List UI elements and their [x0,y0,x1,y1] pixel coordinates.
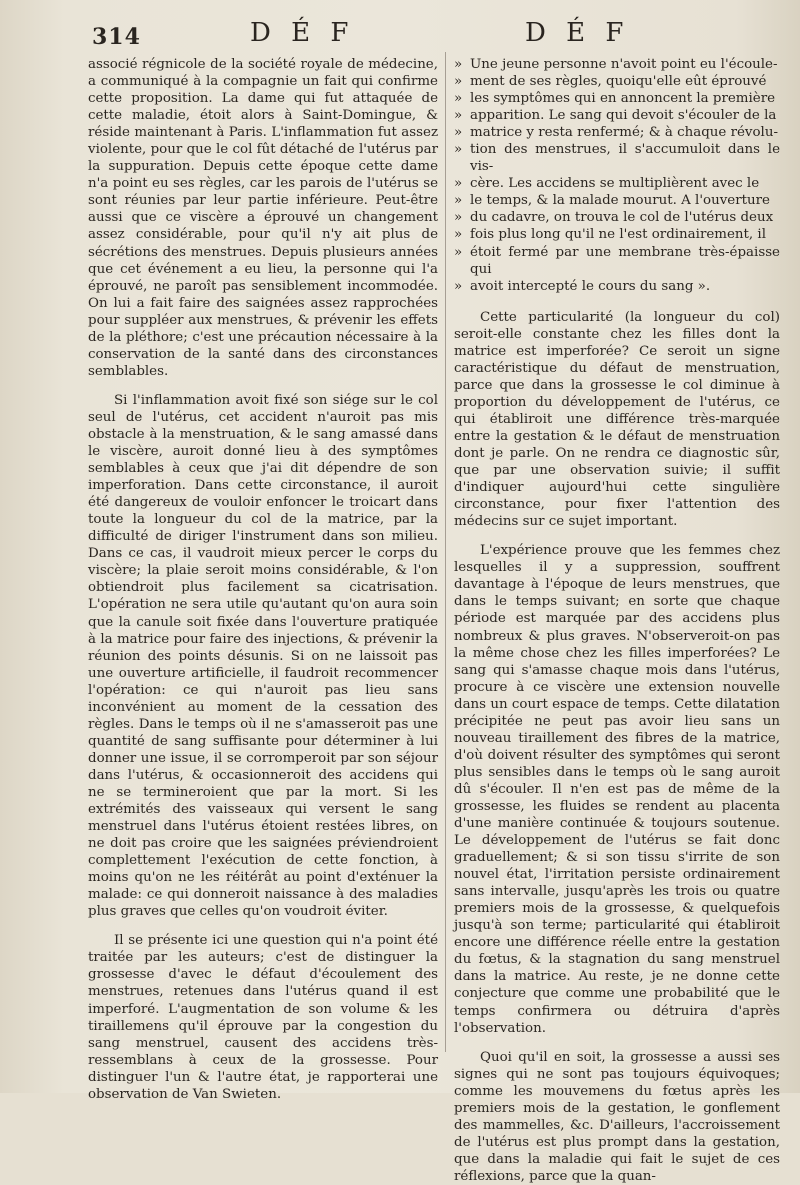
quote-line: » matrice y resta renfermé; & à chaque révolu- [454,124,780,141]
paragraph: Il se présente ici une question qui n'a point été traitée par les auteurs; c'est de distinguer la grossesse d'avec le défaut d'écoulement des menstrues, retenues dans l'utérus quand il est imperforé. L'augmentation de son volume & les tiraillemens qu'il éprouve par la congestion du sang menstruel, causent des accidens très-ressemblans à ceux de la grossesse. Pour distinguer l'un & l'autre état, je rapporterai une observation de Van Swieten. [88,933,438,1102]
left-column [88,56,438,1102]
paragraph: Si l'inflammation avoit fixé son siége sur le col seul de l'utérus, cet accident n'auroit pas mis obstacle à la menstruation, & le sang amassé dans le viscère, auroit donné lieu à des symptômes semblables à ceux que j'ai dit dépendre de son imperforation. Dans cette circonstance, il auroit été dangereux de vouloir enfoncer le troicart dans toute la longueur du col de la matrice, par la difficulté de diriger l'instrument dans son milieu. Dans ce cas, il vaudroit mieux percer le corps du viscère; la plaie seroit moins considérable, & l'on obtiendroit plus facilement sa cicatrisation. L'opération ne sera utile qu'autant qu'on aura soin que la canule soit fixée dans l'ouverture pratiquée à la matrice pour faire des injections, & prévenir la réunion des points désunis. Si on ne laissoit pas une ouverture artificielle, il faudroit recommencer l'opération: ce qui n'auroit pas lieu sans inconvénient au moment de la cessation des règles. Dans le temps où il ne s'amasseroit pas une quantité de sang suffisante pour déterminer à lui donner une issue, il se corromperoit par son séjour dans l'utérus, & occasionneroit des accidens qui ne se termineroient que par la mort. Si les extrémités des vaisseaux qui versent le sang menstruel dans l'utérus étoient restées libres, on ne doit pas croire que les saignées préviendroient complettement l'exécution de cette fonction, à moins qu'on ne les réitérât au point d'exténuer la malade: ce qui donneroit naissance à des maladies plus graves que celles qu'on voudroit éviter. [88,392,438,920]
quoted-observation [454,56,780,295]
page-number: 314 [92,24,141,50]
quote-line: » le temps, & la malade mourut. A l'ouverture [454,192,780,209]
running-head-left: D É F [250,18,355,48]
quote-line: » ment de ses règles, quoiqu'elle eût éprouvé [454,73,780,90]
paragraph: associé régnicole de la société royale de médecine, a communiqué à la compagnie un fait qui confirme cette proposition. La dame qui fut attaquée de cette maladie, étoit alors à Saint-Domingue, & réside maintenant à Paris. L'inflammation fut assez violente, pour que le col fût détaché de l'utérus par la suppuration. Depuis cette époque cette dame n'a point eu ses règles, car les parois de l'utérus se sont réunies par leur partie inférieure. Peut-être aussi que ce viscère a éprouvé un changement assez considérable, pour qu'il n'y ait plus de sécrétions des menstrues. Depuis plusieurs années que cet événement a eu lieu, la personne qui l'a éprouvé, ne paroît pas sensiblement incommodée. On lui a fait faire des saignées assez rapprochées pour suppléer aux menstrues, & prévenir les effets de la pléthore; c'est une précaution nécessaire à la conservation de la santé dans des circonstances semblables. [88,57,438,379]
paragraph: Cette particularité (la longueur du col) seroit-elle constante chez les filles dont la matrice est imperforée? Ce seroit un signe caractéristique du défaut de menstruation, parce que dans la grossesse le col diminue à proportion du développement de l'utérus, ce qui établiroit une différence très-marquée entre la gestation & le défaut de menstruation dont je parle. On ne rendra ce diagnostic sûr, que par une observation suivie; il suffit d'indiquer aujourd'hui cette singulière circonstance, pour fixer l'attention des médecins sur ce sujet important. [454,309,780,530]
quote-line: » tion des menstrues, il s'accumuloit dans le vis- [454,141,780,175]
right-column [454,56,780,1184]
paragraph: Quoi qu'il en soit, la grossesse a aussi ses signes qui ne sont pas toujours équivoques; comme les mouvemens du fœtus après les premiers mois de la gestation, le gonflement des mammelles, &c. D'ailleurs, l'accroissement de l'utérus est plus prompt dans la gestation, que dans la maladie qui fait le sujet de ces réflexions, parce que la quan- [454,1049,780,1184]
quote-line: » du cadavre, on trouva le col de l'utérus deux [454,209,780,226]
quote-line: » cère. Les accidens se multiplièrent avec le [454,175,780,192]
quote-line: » fois plus long qu'il ne l'est ordinairement, il [454,226,780,243]
quote-line: » Une jeune personne n'avoit point eu l'écoule- [454,56,780,73]
quote-line: » apparition. Le sang qui devoit s'écouler de la [454,107,780,124]
running-head-right: D É F [525,18,630,48]
column-divider [445,52,446,1052]
quote-line: » étoit fermé par une membrane très-épaisse qui [454,244,780,278]
page-header [0,18,800,58]
paragraph: L'expérience prouve que les femmes chez lesquelles il y a suppression, souffrent davantage à l'époque de leurs menstrues, que dans le temps suivant; en sorte que chaque période est marquée par des accidens plus nombreux & plus graves. N'observeroit-on pas la même chose chez les filles imperforées? Le sang qui s'amasse chaque mois dans l'utérus, procure à ce viscère une extension nouvelle dans un court espace de temps. Cette dilatation précipitée ne peut pas avoir lieu sans un nouveau tiraillement des fibres de la matrice, d'où doivent résulter des symptômes qui seront plus sensibles dans le temps où le sang auroit dû s'écouler. Il n'en est pas de même de la grossesse, les fluides se rendent au placenta d'une manière continuée & toujours soutenue. Le développement de l'utérus se fait donc graduellement; & si son tissu s'irrite de son nouvel état, l'irritation persiste ordinairement sans intervalle, jusqu'après les trois ou quatre premiers mois de la grossesse, & quelquefois jusqu'à son terme; particularité qui établiroit encore une différence réelle entre la gestation du fœtus, & la stagnation du sang menstruel dans la matrice. Au reste, je ne donne cette conjecture que comme une probabilité que le temps confirmera ou détruira d'après l'observation. [454,543,780,1036]
quote-line: » avoit intercepté le cours du sang ». [454,278,780,295]
quote-line: » les symptômes qui en annoncent la première [454,90,780,107]
